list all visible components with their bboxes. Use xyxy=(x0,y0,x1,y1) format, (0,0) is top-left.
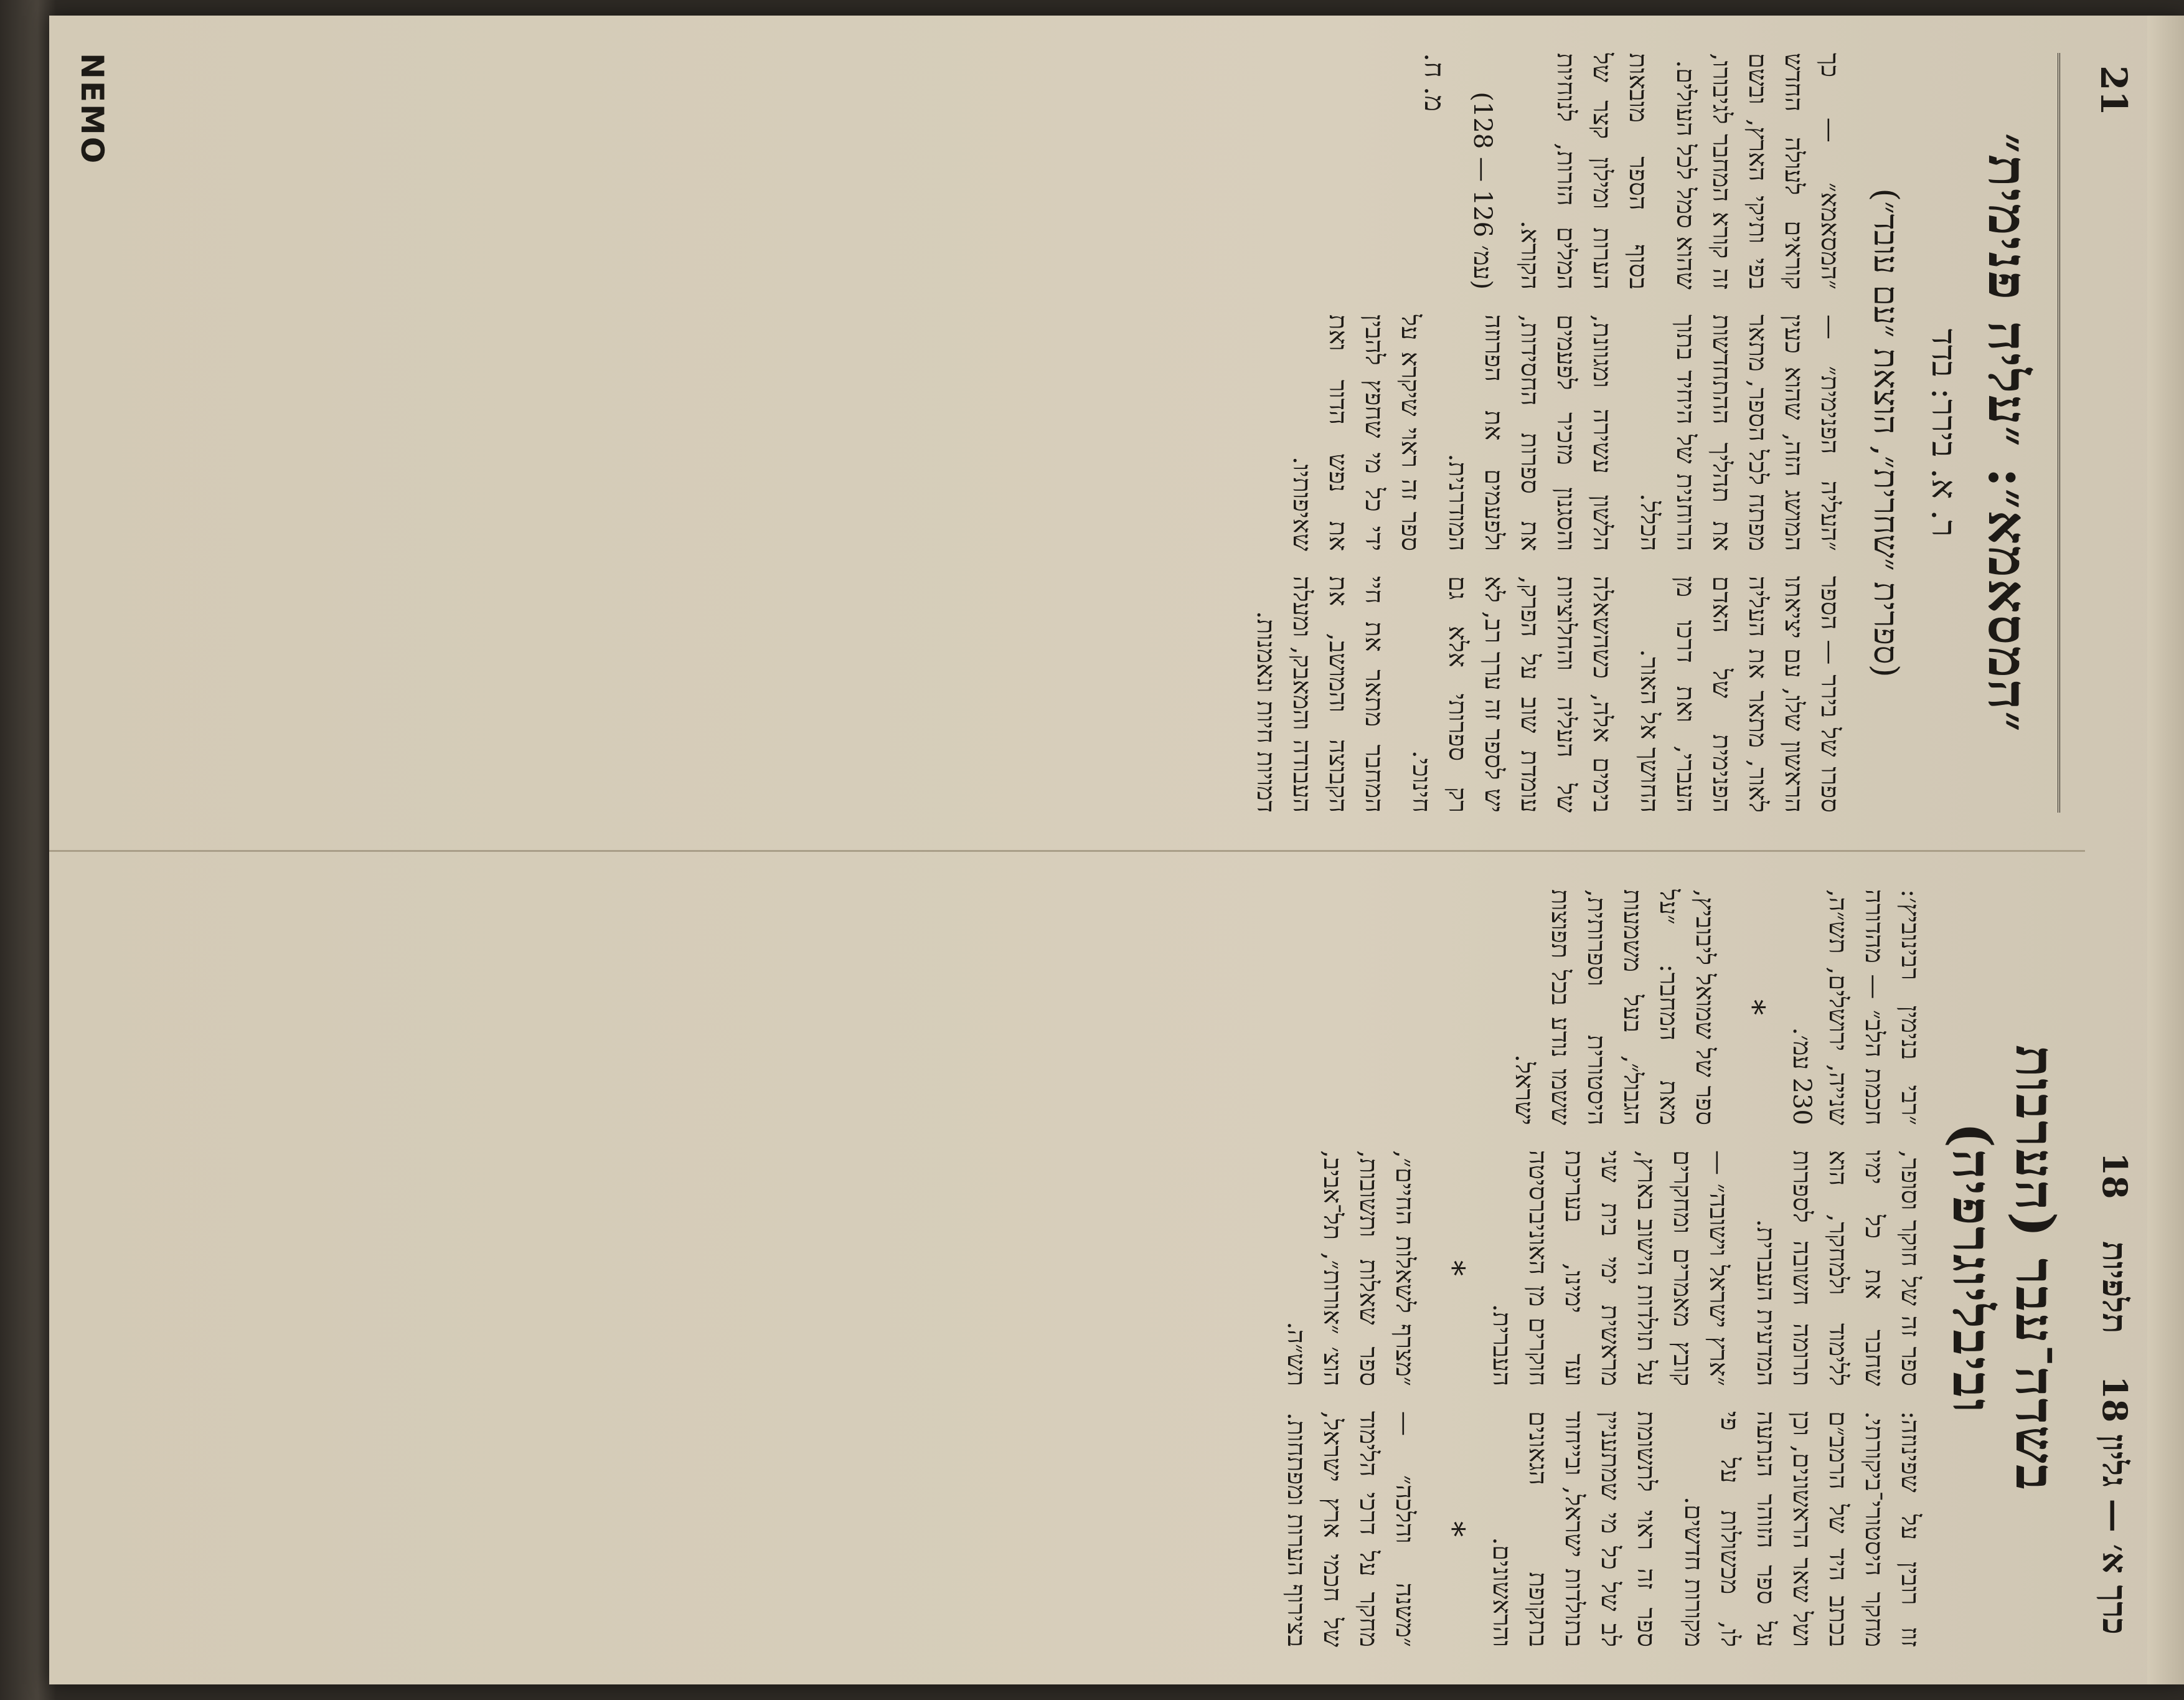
paragraph: ״מצרף לשאלות החיים״, ספר שאלות ותשובות, הוצ׳ ״אורות״, תל־אביב, תש״ה. xyxy=(1282,1150,1419,1386)
bibliography-title: בשדה־עבר (הערבות וביבליוגרפיה) xyxy=(1941,1044,2066,1492)
separator-star: * xyxy=(1735,999,1771,1015)
page-gutter xyxy=(2147,16,2184,1684)
page-spread xyxy=(49,16,2085,1684)
paragraph: זוז רובין על שפינוזה: מחקר היסטורי־ביקורתי. בכתב היד של הרמב״ם ושל שאר הראשונים, וכן על ספר הזוהר הנתעה לו, מכשולות על פי מקורות חדשים. xyxy=(1679,1411,1924,1647)
paragraph: ״משנה והלכה״ — מחקר על דרכי הלימוד של חכמי ארץ ישראל, בצירוף הערות ומפתחות. xyxy=(1282,1411,1419,1647)
article-title: ״המסאמא״: ״עליה פנימית״ xyxy=(1976,133,2039,733)
bibliography-column-1 xyxy=(1267,1411,1928,1647)
article-column-2 xyxy=(1236,314,1848,551)
article-signoff: מ. ח. xyxy=(1418,53,1450,112)
separator-star: * xyxy=(1435,1521,1471,1537)
left-page-number: 21 xyxy=(2092,65,2135,116)
paragraph: ספר זה ראוי שיקרא על ידי כל מי שחפץ להבין את נפש הדור ואת שאיפותיו. xyxy=(1287,314,1424,551)
paragraph: ספרו של בירר — הספר הראשון שלו, עם יציאתו לאור, מתאר את העליה הפנימית של האדם העברי, ואת דרכו מן החושך אל האור. xyxy=(1635,576,1844,813)
separator-star: * xyxy=(1435,1260,1471,1276)
paragraph: בסוף הספר מובאות הערות ומילון קצר של המלים הזרות, לנוחיות הקורא. xyxy=(1515,53,1652,290)
scan-credit: NEMO xyxy=(74,53,110,166)
paragraph: ״רבי בנימין רבינוביץ׳: חכמת הלב״ — מהדורה שנייה, ירושלים, תש״ה, 230 עמ׳. xyxy=(1787,889,1924,1125)
running-head-journal: תלפיות xyxy=(2095,1241,2135,1334)
paragraph: ״ארץ ישראל וישובה״ — קובץ מאמרים ומחקרים על תולדות הישוב בארץ, מראשית ימי בית שני ועד ימינו, בעריכת חוקרים מן האוניברסיטה העברית. xyxy=(1487,1150,1733,1386)
paragraph: המחבר מתאר את חיי הקבוצה והמושב, את העבודה והמאבק, ומעלה דמויות חיות ונאמנות. xyxy=(1251,576,1388,813)
paragraph: ספר זה ראוי לתשומת לב של כל מי שמתעניין בתולדות ישראל, ובייחוד בתקופת הגאונים והראשונים. xyxy=(1487,1411,1660,1647)
paragraph: בימים אלה, כשהשאלה של העליה והחלוציות עומדת שוב על הפרק, יש לספר זה ערך רב, לא רק ספרותי אלא גם חינוכי. xyxy=(1407,576,1616,813)
paragraph: (עמ׳ 126 — 128) xyxy=(1468,92,1497,290)
article-subtitle: (ספרית ״שחרית״, הוצאת ״עם עובד״) xyxy=(1866,188,1906,678)
running-head-volume: כרך א׳ — גליון 18 xyxy=(2095,1376,2135,1635)
section-divider xyxy=(2058,53,2060,813)
paragraph: הלשון עשירה ומגוונת, והסגנון מזכיר לפעמים את ספרות החסידות, ולפעמים את הפרוזה המודרנית. xyxy=(1443,314,1616,551)
article-author: ר. א. בירר: בדד xyxy=(1924,328,1964,537)
article-section xyxy=(49,16,2085,850)
page-header xyxy=(2091,65,2141,1635)
paragraph: ספר זה של חוקר וסופר, שחבר את כל ימיו ללימוד ולמחקר, הוא תרומה חשובה לספרות המדעית העברית. xyxy=(1751,1150,1924,1386)
paragraph: ״העליה הפנימית״ — המושג הזה, שהוא כעין מפתח לכל הספר, מתאר את תהליך ההתחדשות הרוחנית של היחיד בתוך הכלל. xyxy=(1635,314,1844,551)
paragraph: ספר של שמואל ליבוביץ, מאת המחבר: ״על הגבול״, בעל משמעות היסטורית וספרותית, ששמו נודע בכל תפוצות ישראל. xyxy=(1510,889,1719,1125)
article-column-1 xyxy=(1236,576,1848,813)
article-columns xyxy=(1236,53,1848,813)
bibliography-column-2 xyxy=(1267,1150,1928,1386)
bibliography-section xyxy=(49,850,2085,1684)
bibliography-column-3 xyxy=(1267,889,1928,1125)
right-page-number: 18 xyxy=(2095,1152,2135,1199)
printed-page xyxy=(49,16,2184,1684)
bibliography-columns xyxy=(1267,889,1928,1647)
running-head xyxy=(2095,1152,2135,1635)
article-column-3 xyxy=(1236,53,1848,290)
paragraph: ״המסאמא״ — כך קוראים לעולה החדש בפי ותיקי הארץ, ובשם זה קורא המחבר לגיבורו, שהוא סמל לכל העולים. xyxy=(1671,53,1844,290)
